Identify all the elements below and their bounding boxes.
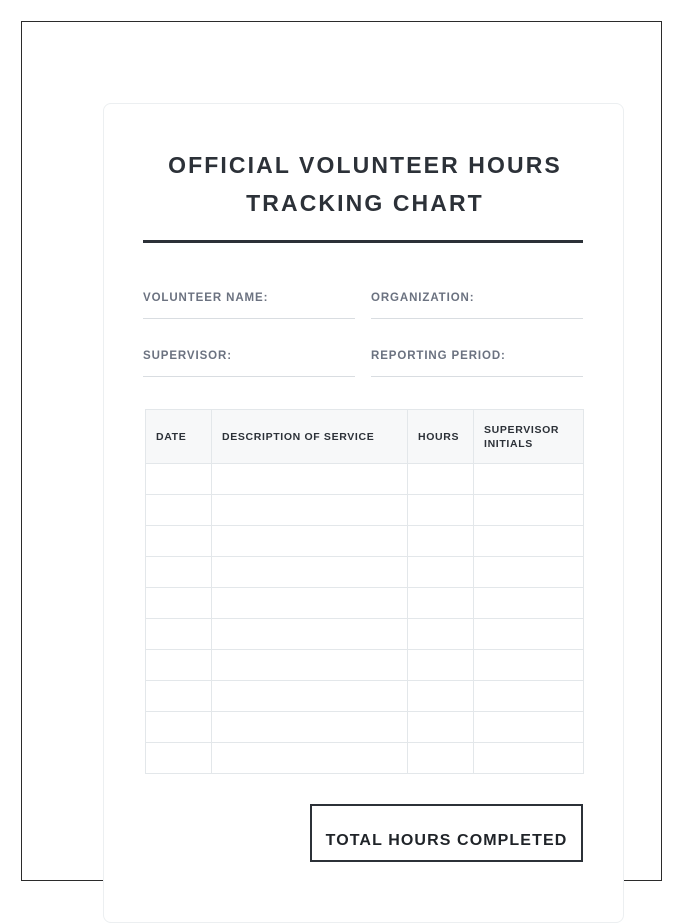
table-cell[interactable]: [146, 588, 212, 619]
field-underline-supervisor: [143, 376, 355, 377]
table-cell[interactable]: [212, 557, 408, 588]
table-cell[interactable]: [212, 743, 408, 774]
table-cell[interactable]: [408, 588, 474, 619]
table-row: [146, 650, 584, 681]
column-header-supervisor-initials: SUPERVISOR INITIALS: [474, 410, 584, 464]
table-row: [146, 712, 584, 743]
column-header-date: DATE: [146, 410, 212, 464]
table-cell[interactable]: [408, 743, 474, 774]
table-row: [146, 588, 584, 619]
field-label-volunteer-name: VOLUNTEER NAME:: [143, 292, 269, 304]
table-cell[interactable]: [474, 650, 584, 681]
total-hours-box[interactable]: [310, 804, 583, 862]
table-cell[interactable]: [474, 557, 584, 588]
table-cell[interactable]: [408, 557, 474, 588]
column-header-description: DESCRIPTION OF SERVICE: [212, 410, 408, 464]
field-supervisor[interactable]: [143, 350, 355, 377]
table-cell[interactable]: [146, 464, 212, 495]
table-cell[interactable]: [474, 495, 584, 526]
table-cell[interactable]: [212, 526, 408, 557]
field-underline-volunteer-name: [143, 318, 355, 319]
table-row: [146, 743, 584, 774]
total-hours-label: TOTAL HOURS COMPLETED: [325, 832, 568, 849]
table-cell[interactable]: [212, 681, 408, 712]
field-underline-organization: [371, 318, 583, 319]
field-underline-reporting-period: [371, 376, 583, 377]
table-cell[interactable]: [474, 619, 584, 650]
table-cell[interactable]: [146, 619, 212, 650]
table-cell[interactable]: [212, 588, 408, 619]
table-body: [146, 464, 584, 774]
table-cell[interactable]: [474, 588, 584, 619]
table-cell[interactable]: [474, 743, 584, 774]
field-organization[interactable]: [371, 292, 583, 319]
page-title-line-1: OFFICIAL VOLUNTEER HOURS: [168, 152, 562, 178]
table-cell[interactable]: [212, 619, 408, 650]
table-cell[interactable]: [212, 712, 408, 743]
table-header-row: [146, 410, 584, 464]
page-frame: [21, 21, 662, 881]
page-title: [145, 146, 585, 222]
table-row: [146, 681, 584, 712]
field-label-organization: ORGANIZATION:: [371, 292, 475, 304]
field-reporting-period[interactable]: [371, 350, 583, 377]
table-cell[interactable]: [474, 712, 584, 743]
volunteer-hours-table: [145, 409, 584, 774]
table-row: [146, 495, 584, 526]
table-cell[interactable]: [212, 650, 408, 681]
table-cell[interactable]: [408, 650, 474, 681]
table-cell[interactable]: [408, 526, 474, 557]
title-divider: [143, 240, 583, 243]
table-cell[interactable]: [474, 464, 584, 495]
table-cell[interactable]: [146, 526, 212, 557]
table-cell[interactable]: [474, 526, 584, 557]
table-cell[interactable]: [212, 464, 408, 495]
table-cell[interactable]: [408, 619, 474, 650]
table-cell[interactable]: [408, 712, 474, 743]
field-label-supervisor: SUPERVISOR:: [143, 350, 232, 362]
table-cell[interactable]: [146, 712, 212, 743]
table-cell[interactable]: [474, 681, 584, 712]
table-row: [146, 619, 584, 650]
page-title-line-2: TRACKING CHART: [246, 190, 484, 216]
table-cell[interactable]: [146, 743, 212, 774]
table-cell[interactable]: [146, 557, 212, 588]
column-header-hours: HOURS: [408, 410, 474, 464]
table-row: [146, 526, 584, 557]
field-volunteer-name[interactable]: [143, 292, 355, 319]
table-row: [146, 557, 584, 588]
table-cell[interactable]: [146, 495, 212, 526]
table-cell[interactable]: [146, 681, 212, 712]
table-cell[interactable]: [212, 495, 408, 526]
table-cell[interactable]: [408, 681, 474, 712]
table-cell[interactable]: [408, 464, 474, 495]
table-cell[interactable]: [408, 495, 474, 526]
table-cell[interactable]: [146, 650, 212, 681]
field-label-reporting-period: REPORTING PERIOD:: [371, 350, 506, 362]
document-card: [103, 103, 624, 923]
table-row: [146, 464, 584, 495]
